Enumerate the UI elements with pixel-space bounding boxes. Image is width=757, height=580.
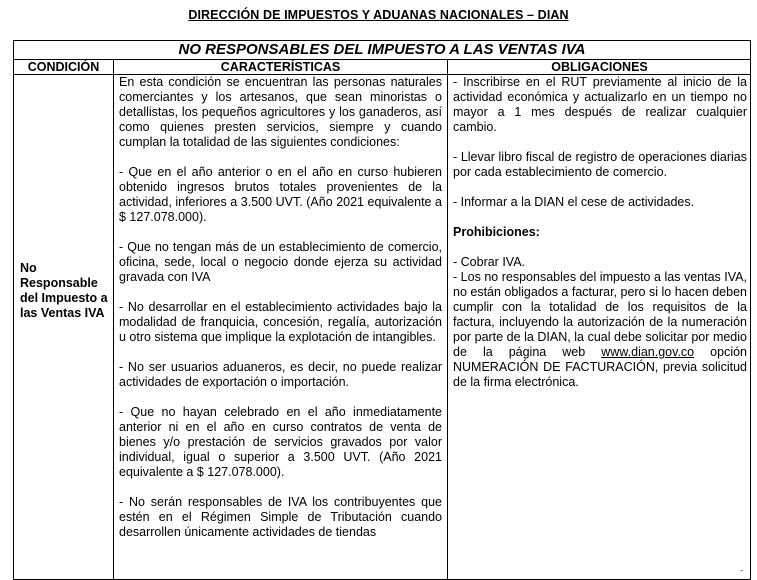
characteristic-item: - No serán responsables de IVA los contribuyentes que estén en el Régimen Simple de Tributación cuando desarrollen únicamente actividades de tiendas: [119, 495, 442, 539]
dian-website-link[interactable]: www.dian.gov.co: [601, 345, 695, 359]
characteristic-item: - No desarrollar en el establecimiento actividades bajo la modalidad de franquicia, concesión, regalía, autorización u otro sistema que implique la explotación de intangibles.: [119, 300, 442, 344]
prohibitions-heading: Prohibiciones:: [453, 225, 540, 239]
obligation-item: - Informar a la DIAN el cese de actividades.: [453, 195, 695, 209]
characteristics-intro: En esta condición se encuentran las personas naturales comerciantes y los artesanos, que sean minoristas o detallistas, los pequeños agricultores y los ganaderos, así como quienes presten servicios, siempre y cuando cumplan la totalidad de las siguientes condiciones:: [119, 75, 442, 149]
characteristic-item: - Que no hayan celebrado en el año inmediatamente anterior ni en el año en curso contratos de venta de bienes y/o prestación de servicios gravados por valor individual, igual o superior a 3.500 UVT. (Año 2021 equivalente a $ 127.078.000).: [119, 405, 442, 479]
prohibition-item: [453, 270, 747, 390]
column-header-condition: CONDICIÓN: [27, 60, 100, 74]
prohibition-item: - Cobrar IVA.: [453, 255, 526, 269]
obligation-item: - Inscribirse en el RUT previamente al inicio de la actividad económica y actualizarlo en un tiempo no mayor a 1 mes después de realizar cualquier cambio.: [453, 75, 747, 134]
table-title: NO RESPONSABLES DEL IMPUESTO A LAS VENTAS IVA: [14, 41, 750, 60]
column-divider: [447, 60, 448, 579]
characteristic-item: - No ser usuarios aduaneros, es decir, no puede realizar actividades de exportación o importación.: [119, 360, 442, 389]
page-corner-mark: -: [740, 566, 743, 575]
prohibition-text: - Los no responsables del impuesto a las ventas IVA, no están obligados a facturar, pero si lo hacen deben cumplir con la totalidad de los requisitos de la factura, incluyendo la autorización de la numeración por parte de la DIAN, la cual debe solicitar por medio de la página web: [453, 270, 747, 359]
condition-label: No Responsable del Impuesto a las Ventas IVA: [20, 261, 108, 320]
table-header-row: [14, 60, 750, 75]
obligation-item: - Llevar libro fiscal de registro de operaciones diarias por cada establecimiento de comercio.: [453, 150, 747, 179]
obligations-cell: [453, 75, 747, 579]
column-header-obligations: OBLIGACIONES: [551, 60, 648, 74]
characteristic-item: - Que en el año anterior o en el año en curso hubieren obtenido ingresos brutos totales provenientes de la actividad, inferiores a 3.500 UVT. (Año 2021 equivalente a $ 127.078.000).: [119, 165, 442, 224]
column-divider: [113, 60, 114, 579]
prohibition-text: opción NUMERACIÓN DE FACTURACIÓN, previa solicitud de la firma electrónica.: [453, 345, 747, 389]
document-header: DIRECCIÓN DE IMPUESTOS Y ADUANAS NACIONALES – DIAN: [188, 8, 569, 22]
condition-cell: [14, 75, 113, 579]
characteristics-cell: [119, 75, 442, 579]
non-responsible-iva-table: [13, 40, 751, 580]
column-header-characteristics: CARACTERÍSTICAS: [220, 60, 341, 74]
characteristic-item: - Que no tengan más de un establecimiento de comercio, oficina, sede, local o negocio donde ejerza su actividad gravada con IVA: [119, 240, 442, 284]
